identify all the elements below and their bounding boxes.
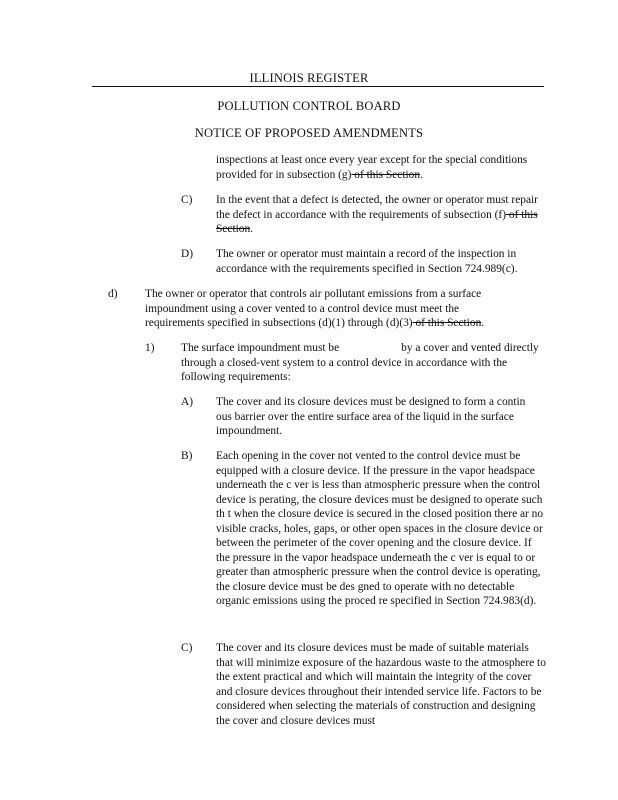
- item-label-1: 1): [145, 342, 155, 354]
- notice-title: NOTICE OF PROPOSED AMENDMENTS: [194, 126, 424, 140]
- item-d-paragraph: The owner or operator must maintain a record of the inspection in accordance with the requirements specified in Section 724.989(c).: [216, 248, 518, 275]
- paragraph-text: In the event that a defect is detected, the owner or operator must repair the defect in accordance with the requirements of subsection (f): [216, 194, 538, 221]
- item-c-second-paragraph: The cover and its closure devices must be made of suitable materials that will minimize exposure of the hazardous waste to the atmosphere to the extent practical and which will maintain the integrity of the cover and closure devices throughout their intended service life. Factors to be considered when selecting the materials of construction and designing the cover and closure devices must: [216, 642, 546, 727]
- paragraph-text-cont: by a cover and vented directly through a closed-vent system to a control device in accordance with the following requirements:: [181, 342, 539, 383]
- paragraph-text: The owner or operator that controls air pollutant emissions from a surface impoundment using a cover vented to a control device must meet the requirements specified in subsections (d)(1) through (d)(3): [145, 288, 482, 329]
- item-b-paragraph: Each opening in the cover not vented to the control device must be equipped with a closure device. If the pressure in the vapor headspace underneath the c ver is less than atmospheric pressure when the control device is perating, the closure devices must be designed to operate such th t when the closure device is secured in the closed position there ar no visible cracks, holes, gaps, or other open spaces in the closure device or between the perimeter of the cover opening and the closure device. If the pressure in the vapor headspace underneath the c ver is equal to or greater than atmospheric pressure when the control device is operating, the closure device must be des gned to operate with no detectable organic emissions using the proced re specified in Section 724.983(d).: [216, 450, 544, 607]
- item-label-c-second: C): [181, 642, 193, 654]
- paragraph-text: The surface impoundment must be: [181, 342, 340, 354]
- item-label-c: C): [181, 194, 193, 206]
- board-title: POLLUTION CONTROL BOARD: [217, 99, 401, 113]
- item-a-paragraph: The cover and its closure devices must be designed to form a contin ous barrier over the entire surface area of the liquid in the surface impoundment.: [216, 396, 526, 437]
- item-c-paragraph: [216, 193, 546, 237]
- item-label-a: A): [181, 396, 194, 408]
- paragraph-text-end: .: [250, 223, 254, 235]
- paragraph-text-end: .: [481, 317, 485, 329]
- struck-text: of this Section: [412, 317, 482, 329]
- paragraph-text-end: .: [420, 168, 423, 181]
- item-1-paragraph: [181, 341, 543, 385]
- struck-text: of this Section: [351, 168, 421, 181]
- header-rule: [92, 86, 544, 87]
- continuation-paragraph: [216, 153, 532, 182]
- paragraph-text: inspections at least once every year except for the special conditions provided for in subsection (g): [216, 154, 528, 181]
- item-label-b: B): [181, 450, 193, 462]
- struck-text: of this Section: [216, 208, 538, 235]
- register-title: ILLINOIS REGISTER: [249, 71, 369, 85]
- item-lower-d-paragraph: [145, 287, 515, 331]
- item-label-d: D): [181, 248, 194, 260]
- item-label-lower-d: d): [108, 288, 118, 300]
